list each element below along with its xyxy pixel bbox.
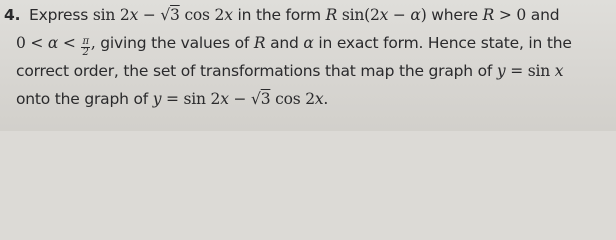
text-onto-graph: onto the graph of xyxy=(16,90,148,108)
question-line-1 xyxy=(4,6,559,24)
text-where: where xyxy=(431,6,478,24)
pi-over-two-fraction: $\frac{\pi}{2}$ xyxy=(82,36,89,58)
symbol-r: R xyxy=(253,34,266,52)
condition-alpha: 0 < α < $\frac{\pi}{2}$ , xyxy=(16,34,96,58)
text-express: Express xyxy=(29,6,89,24)
expression-main: sin 2x − √3 cos 2x xyxy=(92,6,233,24)
text-transformations: correct order, the set of transformations that map the graph of xyxy=(16,62,493,80)
text-and: and xyxy=(530,6,560,24)
text-and-2: and xyxy=(270,34,299,52)
target-form: R sin(2x − α) xyxy=(325,6,427,24)
question-line-3 xyxy=(16,62,563,80)
text-giving-values: giving the values of xyxy=(100,34,250,52)
text-exact-form: in exact form. Hence state, in the xyxy=(318,34,572,52)
equation-sin-x: y = sin x xyxy=(496,62,564,80)
symbol-alpha: α xyxy=(303,34,314,52)
question-line-4 xyxy=(16,90,328,108)
question-number: 4. xyxy=(4,6,21,24)
text-in-the-form: in the form xyxy=(237,6,321,24)
equation-target: y = sin 2x − √3 cos 2x. xyxy=(152,90,329,108)
condition-r: R > 0 xyxy=(482,6,527,24)
question-line-2 xyxy=(16,34,572,58)
